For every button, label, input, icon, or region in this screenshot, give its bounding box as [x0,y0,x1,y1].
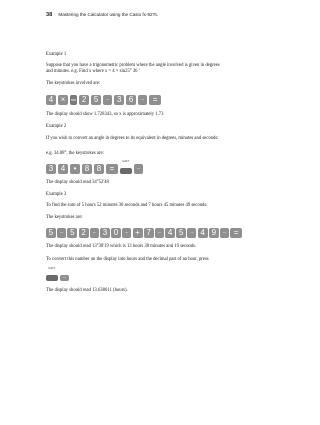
example-3-convert-keystrokes [46,267,69,281]
key-degrees-minutes-seconds: °'" [187,228,196,238]
key-3: 3 [114,95,124,105]
example-2-result: The display should read 34°52'48 [46,180,109,185]
example-2-heading: Example 2 [46,124,67,129]
key-degrees-minutes-seconds: °'" [57,228,66,238]
example-1-text-line-2: and minutes. e.g. Find x where x = 4 × sin25° 36 ' [46,69,140,74]
example-1-result: The display should show 1.728343, so x is approximately 1.73 [46,112,164,117]
key-0: 0 [111,228,121,238]
key-5: 5 [91,95,101,105]
example-3-convert-text: To convert this number on the display into hours and the decimal part of an hour, press [46,257,209,262]
key-2: 2 [79,95,89,105]
key-9: 9 [209,228,219,238]
running-header [46,12,158,18]
key-7: 7 [144,228,154,238]
example-1-text-line-1: Suppose that you have a trigonometric problem where the angle involved is given in degrees [46,63,220,68]
key-equals: = [106,164,118,174]
key-degrees-minutes-seconds: °'" [134,164,143,174]
key-degrees-minutes-seconds: °'" [103,95,112,105]
key-4: 4 [58,164,68,174]
example-3-keystrokes [46,228,242,238]
key-sin: sin [70,95,77,105]
example-3-final: The display should read 13.638611 (hours). [46,288,128,293]
key-8: 8 [94,164,104,174]
running-title: Mastering the Calculator using the Casio fx-82TL [58,12,158,17]
key-5: 5 [46,228,56,238]
example-2-text: If you wish to convert an angle in degrees to its equivalent in degrees, minutes and seconds: [46,136,219,141]
key-3: 3 [100,228,110,238]
shift-label: SHIFT [48,267,56,270]
page-number: 38 [46,12,53,18]
key-3: 3 [46,164,56,174]
key-plus: + [133,228,143,238]
key-6: 6 [126,95,136,105]
key-4: 4 [198,228,208,238]
key-degrees-minutes-seconds: °'" [220,228,229,238]
key-8: 8 [82,164,92,174]
key-5: 5 [67,228,77,238]
key-4: 4 [46,95,56,105]
shift-key-group [120,160,132,174]
shift-label: SHIFT [122,160,130,163]
key-degrees-minutes-seconds: °'" [122,228,131,238]
key-multiply: × [58,95,68,105]
example-3-keystrokes-intro: The keystrokes are: [46,215,83,220]
key-degrees-minutes-seconds: °'" [138,95,147,105]
key-5: 5 [176,228,186,238]
key-degrees-minutes-seconds: °'" [155,228,164,238]
example-1-keystrokes-intro: The keystrokes involved are: [46,81,101,86]
key-degrees-minutes-seconds: °'" [60,275,69,281]
key-shift [120,168,132,174]
shift-key-group [46,267,58,281]
example-2-eg: e.g. 34.88°, the keystrokes are: [46,151,104,156]
key-degrees-minutes-seconds: °'" [90,228,99,238]
key-4: 4 [165,228,175,238]
example-3-heading: Example 3 [46,192,67,197]
key-decimal-point: • [70,164,80,174]
key-equals: = [230,228,242,238]
key-shift [46,275,58,281]
key-equals: = [149,95,161,105]
key-2: 2 [79,228,89,238]
example-1-keystrokes [46,95,161,105]
example-3-text: To find the sum of 5 hours 52 minutes 30 seconds and 7 hours 45 minutes 49 seconds: [46,203,208,208]
example-2-keystrokes [46,160,143,174]
example-3-result: The display should read 13°38'19 which is 13 hours 38 minutes and 19 seconds. [46,244,197,249]
example-1-heading: Example 1 [46,52,67,57]
